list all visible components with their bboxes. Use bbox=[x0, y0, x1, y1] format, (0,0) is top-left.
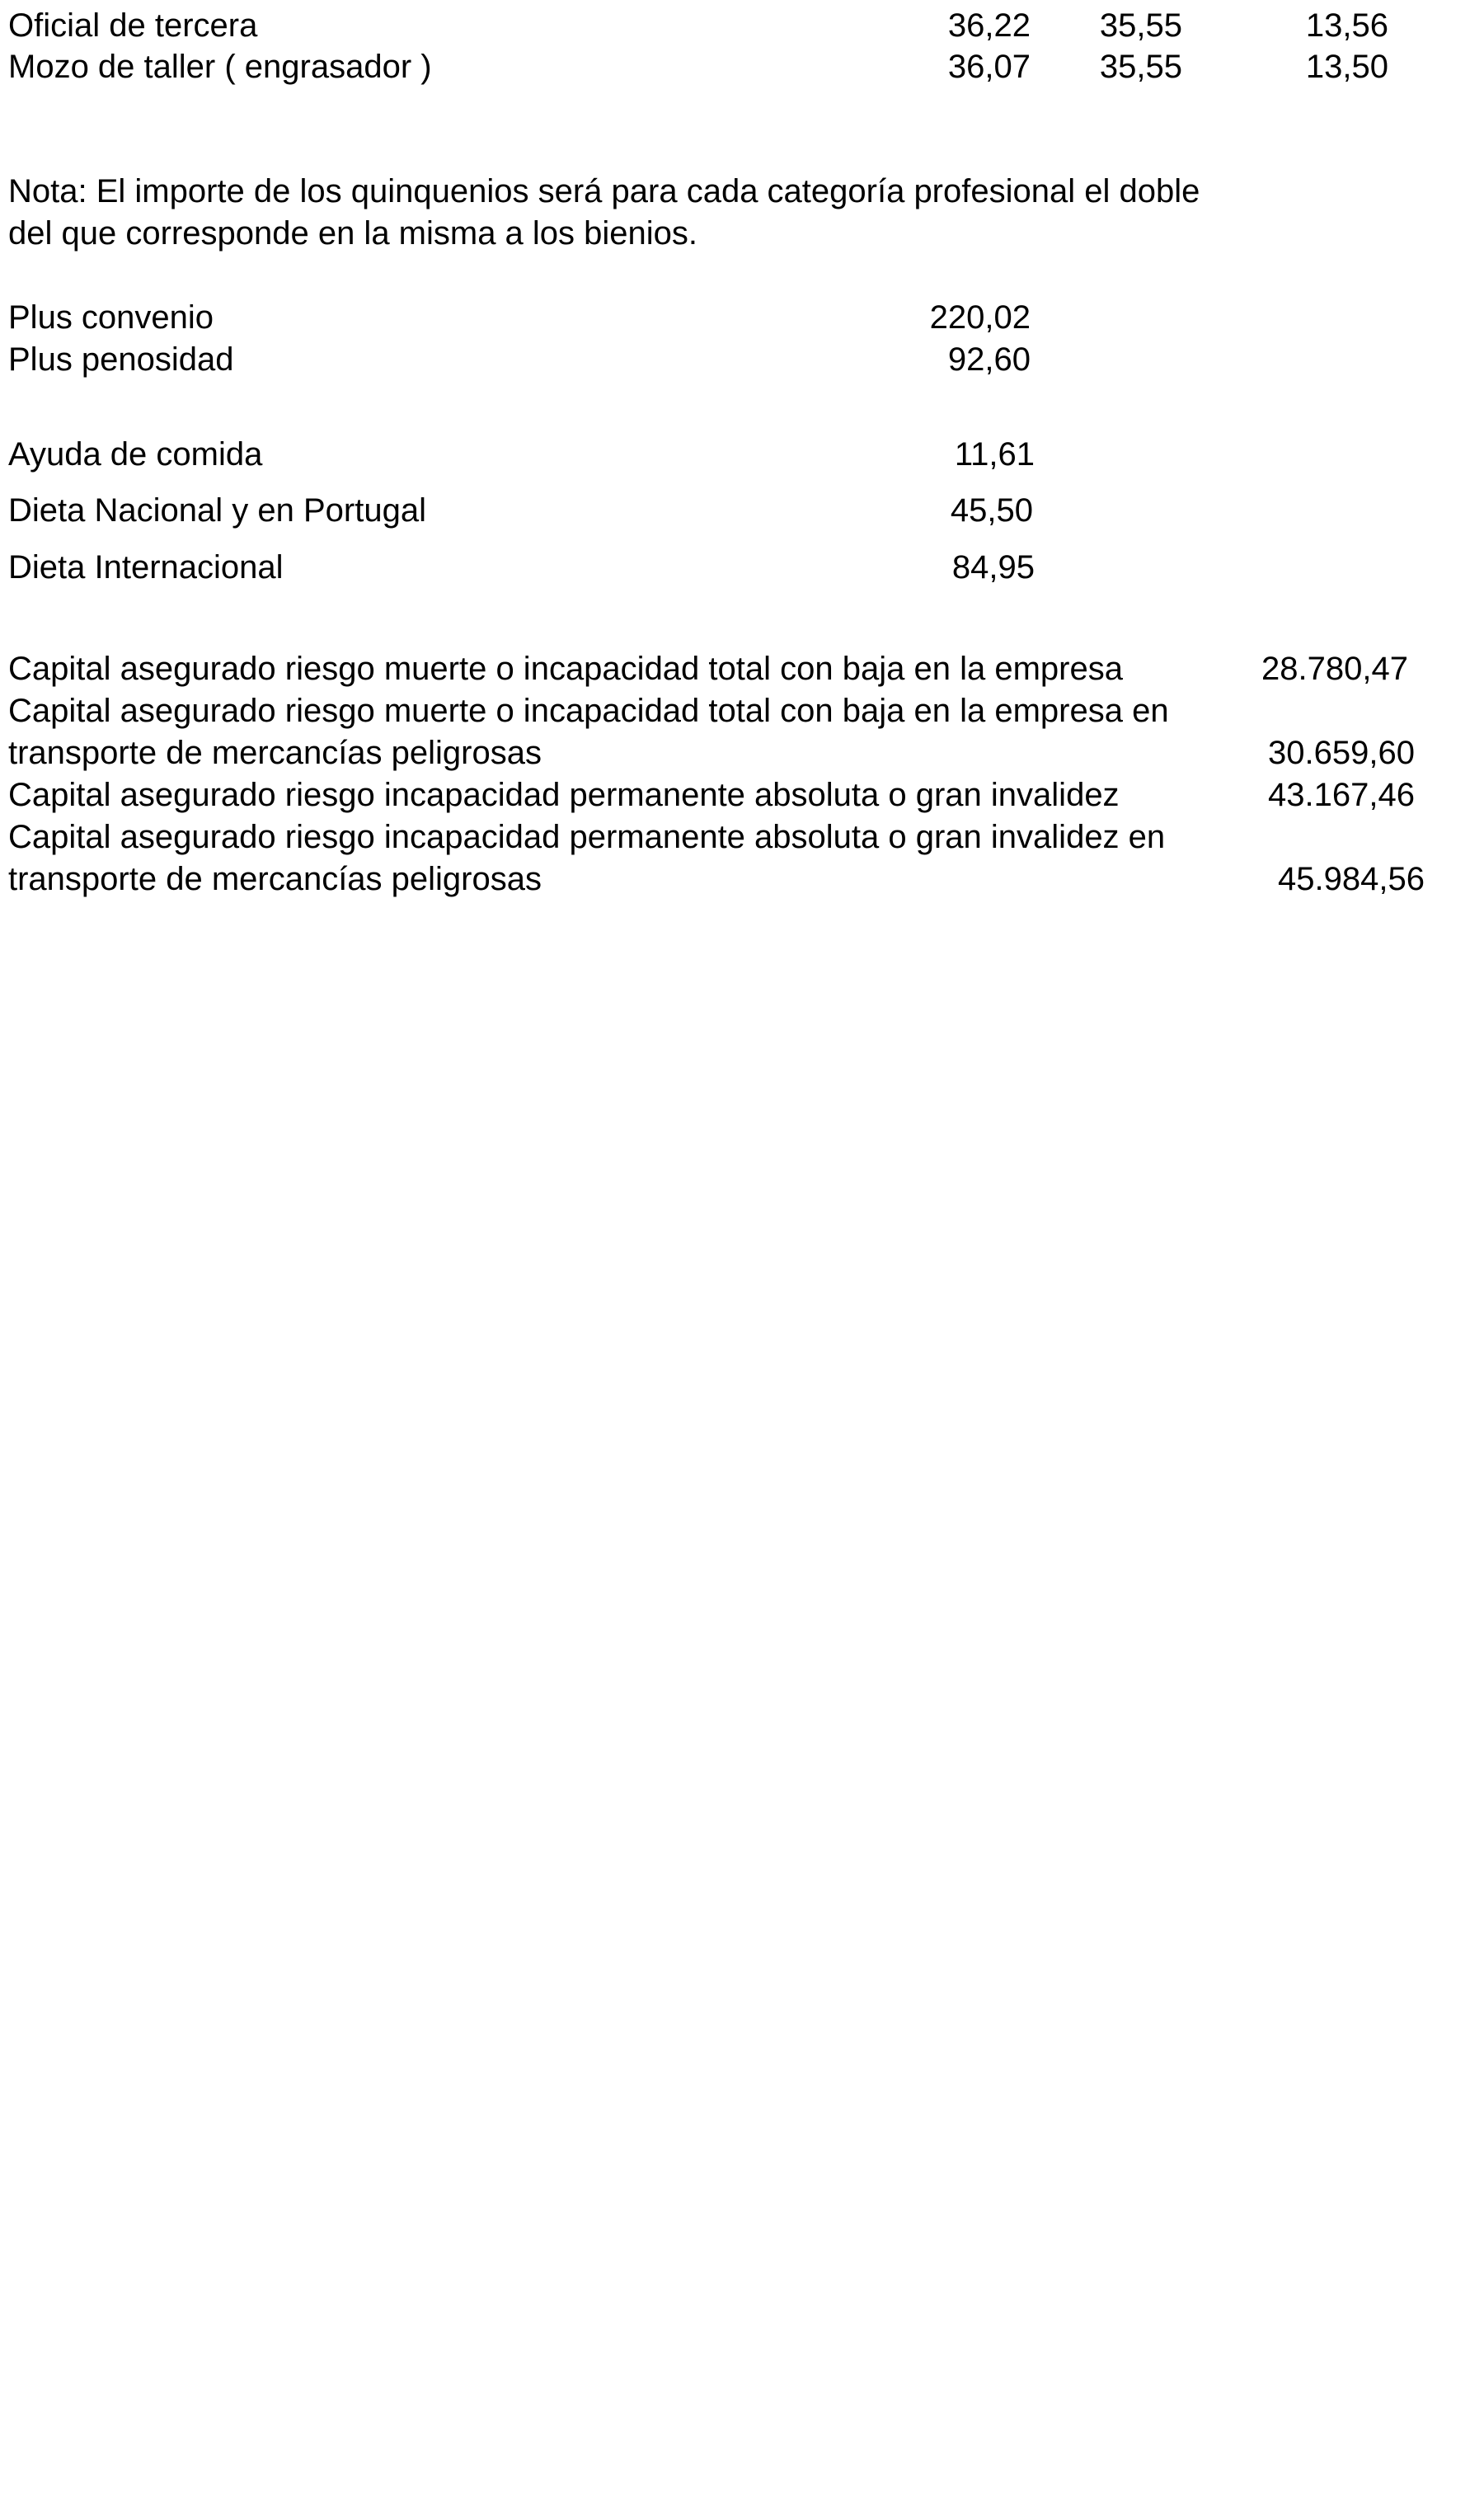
capital-label-continued: transporte de mercancías peligrosas bbox=[8, 735, 542, 771]
allowance-value: 11,61 bbox=[954, 436, 1035, 473]
capital-label-continued: transporte de mercancías peligrosas bbox=[8, 861, 542, 897]
plus-value: 92,60 bbox=[947, 341, 1031, 378]
allowance-label: Dieta Internacional bbox=[8, 549, 284, 586]
row-value-3: 13,50 bbox=[1305, 49, 1388, 85]
allowance-label: Ayuda de comida bbox=[8, 436, 263, 473]
row-value-3: 13,56 bbox=[1305, 7, 1388, 44]
row-value-1: 36,07 bbox=[947, 49, 1031, 85]
row-value-1: 36,22 bbox=[947, 7, 1031, 44]
capital-value: 45.984,56 bbox=[1278, 861, 1425, 897]
note-line-2: del que corresponde en la misma a los bienios. bbox=[8, 215, 698, 252]
capital-value: 28.780,47 bbox=[1261, 651, 1408, 687]
allowance-value: 45,50 bbox=[950, 492, 1033, 529]
capital-label: Capital asegurado riesgo muerte o incapacidad total con baja en la empresa bbox=[8, 651, 1123, 687]
plus-label: Plus penosidad bbox=[8, 341, 234, 378]
allowance-value: 84,95 bbox=[951, 549, 1035, 586]
capital-label: Capital asegurado riesgo muerte o incapacidad total con baja en la empresa en bbox=[8, 693, 1169, 729]
note-line-1: Nota: El importe de los quinquenios será para cada categoría profesional el doble bbox=[8, 173, 1200, 209]
plus-value: 220,02 bbox=[929, 299, 1031, 336]
row-value-2: 35,55 bbox=[1099, 7, 1182, 44]
row-label: Oficial de tercera bbox=[8, 7, 258, 44]
capital-label: Capital asegurado riesgo incapacidad permanente absoluta o gran invalidez bbox=[8, 777, 1120, 813]
capital-value: 43.167,46 bbox=[1268, 777, 1415, 813]
row-label: Mozo de taller ( engrasador ) bbox=[8, 49, 432, 85]
row-value-2: 35,55 bbox=[1099, 49, 1182, 85]
allowance-label: Dieta Nacional y en Portugal bbox=[8, 492, 426, 529]
plus-label: Plus convenio bbox=[8, 299, 214, 336]
capital-label: Capital asegurado riesgo incapacidad permanente absoluta o gran invalidez en bbox=[8, 819, 1166, 855]
capital-value: 30.659,60 bbox=[1268, 735, 1415, 771]
